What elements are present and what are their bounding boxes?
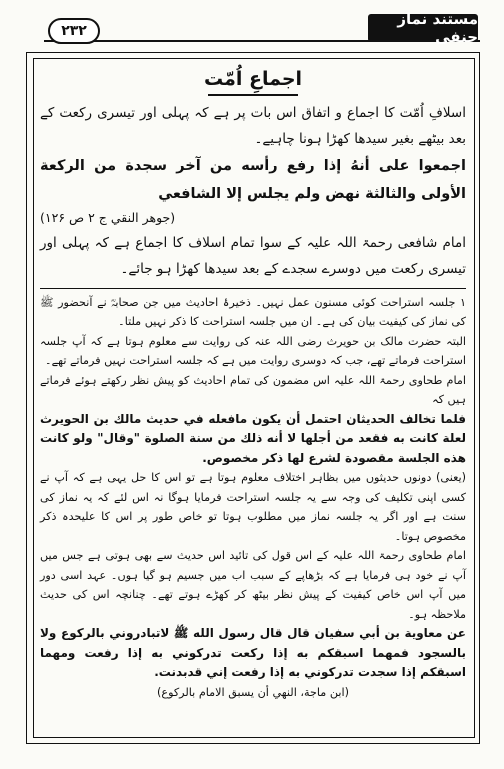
page-content <box>40 64 466 703</box>
footnote-arabic-quote: فلما تخالف الحديثان احتمل أن يكون مافعله في حديث مالك بن الحويرث لعلة كانت به فقعد من أجلها لا أنه ذلك من سنة الصلوة "وقال" ولو كانت هذه الجلسة مقصودة لشرع لها ذكر مخصوص. <box>40 411 466 465</box>
footnote-text: امام طحاوی رحمۃ اللہ علیہ اس مضمون کی تمام احادیث کو پیش نظر رکھتے ہوئے فرماتے ہیں کہ <box>40 373 466 406</box>
running-title: مستند نماز حنفی <box>368 14 478 42</box>
footnote-text: امام طحاوی رحمۃ اللہ علیہ کے اس قول کی تائید اس حدیث سے بھی ہوتی ہے جس میں آپ نے خود ہی فرمایا ہے کہ بڑھاپے کے سبب اب میں جسیم ہو گیا ہوں۔ عہد اسی دور میں آپ اس خاص کیفیت کے پیش نظر بیٹھ کر کھڑے ہوتے تھے۔ چنانچہ اس کی حدیث ملاحظہ ہو۔ <box>40 549 466 621</box>
footnote-reference: (ابن ماجة، النهي أن يسبق الامام بالركوع) <box>157 685 349 699</box>
footnote-divider <box>40 288 466 289</box>
urdu-paragraph: اسلافِ اُمّت کا اجماع و اتفاق اس بات پر ہے کہ پہلی اور تیسری رکعت کے بعد بیٹھے بغیر سیدھا کھڑا ہونا چاہیے۔ <box>40 104 466 147</box>
footnote-text: البتہ حضرت مالک بن حویرث رضی اللہ عنہ کی روایت سے معلوم ہوتا ہے کہ آپ جلسہ استراحت فرماتے تھے، جب کہ دوسری روایت میں ہے کہ جلسہ استراحت نہیں فرماتے تھے۔ <box>40 334 466 367</box>
page-number: ۲۳۲ <box>48 18 100 44</box>
footnote-text: ۱ جلسہ استراحت کوئی مسنون عمل نہیں۔ ذخیرۂ احادیث میں جن صحابہؓ نے آنحضور ﷺ کی نماز کی کیفیت بیان کی ہے۔ ان میں جلسہ استراحت کا ذکر نہیں ملتا۔ <box>40 295 466 328</box>
section-heading: اجماعِ اُمّت <box>203 68 303 90</box>
heading-underline <box>208 94 298 96</box>
reference: (جوهر النقي ج ۲ ص ۱۲۶) <box>40 209 176 225</box>
footnote-arabic-hadith: عن معاوية بن أبي سفيان قال قال رسول الله ﷺ لاتبادروني بالركوع ولا بالسجود فمهما اسبقكم به إذا ركعت تدركوني به إذا رفعت ومهما اسبقكم إذا سجدت تدركوني به إذا رفعت إني قدبدنت. <box>40 626 466 679</box>
footnote-text: (یعنی) دونوں حدیثوں میں بظاہر اختلاف معلوم ہوتا ہے تو اس کا حل یہی ہے کہ آپ نے کسی اپنی تکلیف کی وجہ سے یہ جلسہ استراحت فرمایا ہوگا نہ اس لئے کہ یہ نماز کی سنت ہے اور اگر یہ جلسہ نماز میں مطلوب ہوتا تو خاص طور پر اس کا علیحدہ ذکر مخصوص ہوتا۔ <box>40 471 466 543</box>
arabic-quote: اجمعوا على أنهُ إذا رفع رأسه من آخر سجدة من الركعة الأولى والثالثة نهض ولم يجلس إلا الشافعي <box>40 157 466 202</box>
urdu-paragraph: امام شافعی رحمۃ اللہ علیہ کے سوا تمام اسلاف کا اجماع ہے کہ پہلی اور تیسری رکعت میں دوسرے سجدے کے بعد سیدھا کھڑا ہو جائے۔ <box>40 234 466 277</box>
